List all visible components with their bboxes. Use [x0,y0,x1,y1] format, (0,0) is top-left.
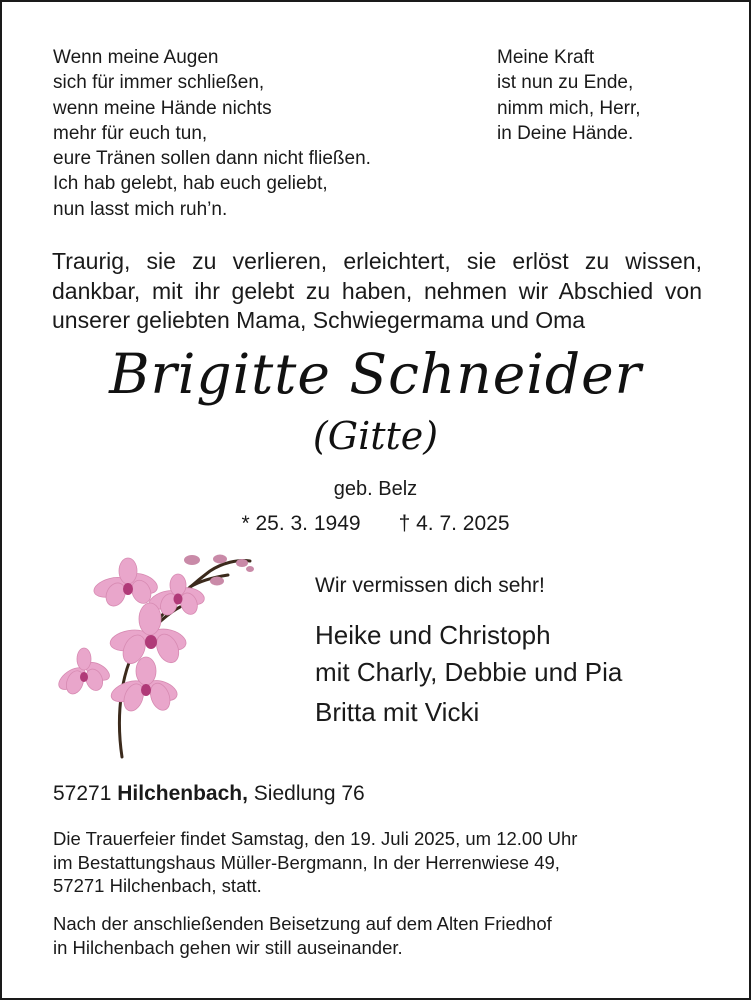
mourner-line: Britta mit Vicki [315,697,480,727]
mourner-line: Heike und Christoph [315,620,551,650]
intro-line: Traurig, sie zu verlieren, erleichtert, sie erlöst zu wissen, [52,248,702,274]
poem-line: wenn meine Hände nichts [53,97,272,119]
address-city: Hilchenbach, [117,782,248,805]
mourner-line: mit Charly, Debbie und Pia [315,657,623,687]
birth-date: * 25. 3. 1949 [241,512,361,535]
funeral-notice [53,827,577,898]
poem-line: Meine Kraft [497,47,595,68]
notice-line: in Hilchenbach gehen wir still auseinander. [53,936,403,958]
deceased-nickname: (Gitte) [312,414,439,458]
mourners-list [315,617,622,731]
mourners-message: Wir vermissen dich sehr! [315,574,545,597]
poem-left [53,45,371,222]
poem-line: Wenn meine Augen [53,47,219,68]
birth-name: geb. Belz [333,478,418,500]
intro-line: dankbar, mit ihr gelebt zu haben, nehmen wir Abschied von [52,277,702,304]
intro-line: unserer geliebten Mama, Schwiegermama und Oma [52,307,586,333]
address-postcode: 57271 [53,782,112,805]
burial-notice [53,912,552,959]
poem-right [497,45,641,146]
orchid-branch-icon [50,547,265,762]
family-address [53,782,365,806]
notice-line: 57271 Hilchenbach, statt. [53,875,262,897]
poem-line: ist nun zu Ende, [497,72,634,94]
notice-line: Die Trauerfeier findet Samstag, den 19. Juli 2025, um 12.00 Uhr [53,828,578,849]
life-dates [2,512,749,536]
deceased-name: Brigitte Schneider [109,342,642,406]
poem-line: in Deine Hände. [497,122,634,144]
poem-line: Ich hab gelebt, hab euch geliebt, [53,173,328,195]
intro-text [52,247,702,336]
poem-line: sich für immer schließen, [53,72,265,94]
poem-line: mehr für euch tun, [53,122,208,144]
poem-line: nimm mich, Herr, [497,97,641,119]
poem-line: eure Tränen sollen dann nicht fließen. [53,148,371,170]
notice-line: im Bestattungshaus Müller-Bergmann, In der Herrenwiese 49, [53,851,560,873]
address-street: Siedlung 76 [253,782,365,805]
poem-line: nun lasst mich ruh’n. [53,198,228,220]
notice-line: Nach der anschließenden Beisetzung auf dem Alten Friedhof [53,913,552,934]
death-date: † 4. 7. 2025 [398,512,510,535]
